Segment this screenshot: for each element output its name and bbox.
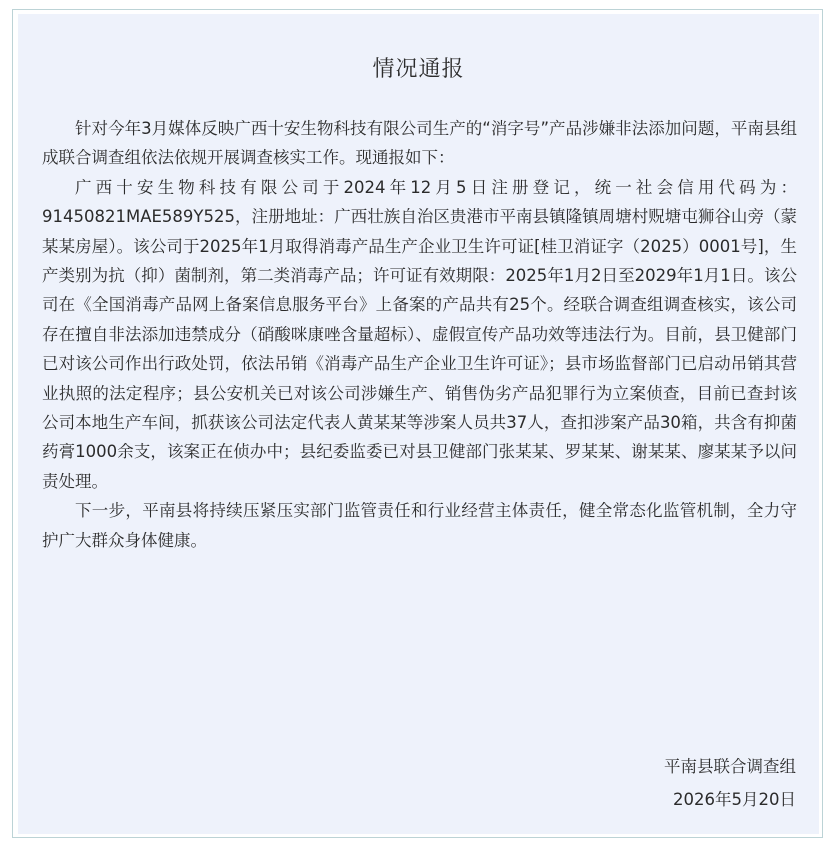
paragraph-details: 广西十安生物科技有限公司于2024年12月5日注册登记，统一社会信用代码为：91450821MAE589Y525，注册地址：广西壮族自治区贵港市平南县镇隆镇周塘村贶塘屯狮谷山旁（蒙某某房屋）。该公司于2025年1月取得消毒产品生产企业卫生许可证[桂卫消证字（2025）0001号]，生产类别为抗（抑）菌制剂，第二类消毒产品；许可证有效期限：2025年1月2日至2029年1月1日。该公司在《全国消毒产品网上备案信息服务平台》上备案的产品共有25个。经联合调查组调查核实，该公司存在擅自非法添加违禁成分（硝酸咪康唑含量超标）、虚假宣传产品功效等违法行为。目前，县卫健部门已对该公司作出行政处罚，依法吊销《消毒产品生产企业卫生许可证》；县市场监督部门已启动吊销其营业执照的法定程序；县公安机关已对该公司涉嫌生产、销售伪劣产品犯罪行为立案侦查，目前已查封该公司本地生产车间，抓获该公司法定代表人黄某某等涉案人员共37人，查扣涉案产品30箱，共含有抑菌药膏1000余支，该案正在侦办中；县纪委监委已对县卫健部门张某某、罗某某、谢某某、廖某某予以问责处理。: [42, 177, 797, 491]
notice-title: 情况通报: [372, 57, 465, 82]
issuer-name: 平南县联合调查组: [664, 757, 796, 776]
signature-block: [664, 750, 796, 816]
notice-body: [42, 114, 797, 555]
notice-panel: [18, 14, 819, 834]
paragraph-intro: 针对今年3月媒体反映广西十安生物科技有限公司生产的“消字号”产品涉嫌非法添加问题，平南县组成联合调查组依法依规开展调查核实工作。现通报如下：: [42, 119, 797, 168]
issue-date: 2026年5月20日: [673, 790, 796, 809]
paragraph-next-steps: 下一步，平南县将持续压紧压实部门监管责任和行业经营主体责任，健全常态化监管机制，全力守护广大群众身体健康。: [42, 501, 797, 550]
